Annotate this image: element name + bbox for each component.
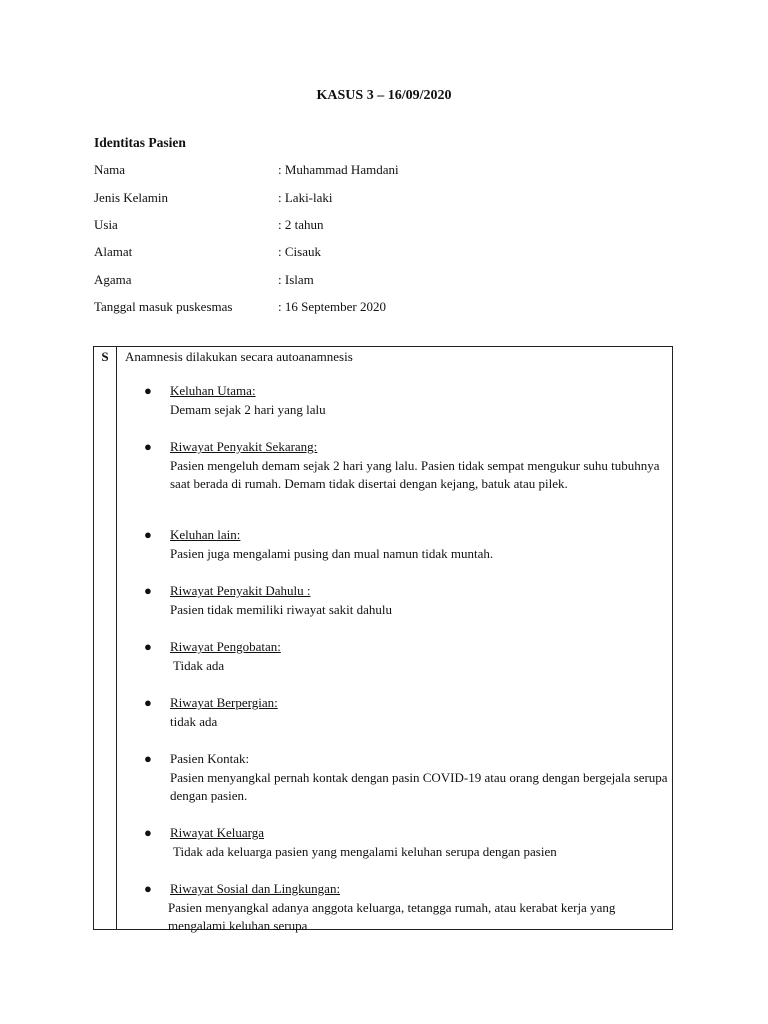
item-title: Riwayat Keluarga bbox=[170, 825, 264, 840]
item-title: Riwayat Penyakit Dahulu : bbox=[170, 583, 311, 598]
bullet-icon: ● bbox=[144, 881, 152, 896]
page-title: KASUS 3 – 16/09/2020 bbox=[316, 88, 452, 103]
patient-identity-heading: Identitas Pasien bbox=[94, 135, 186, 150]
field-label: Usia bbox=[94, 217, 118, 232]
bullet-icon: ● bbox=[144, 751, 152, 766]
field-label: Jenis Kelamin bbox=[94, 190, 169, 205]
bullet-icon: ● bbox=[144, 383, 152, 398]
item-body: Pasien mengeluh demam sejak 2 hari yang lalu. Pasien tidak sempat mengukur suhu tubuhnya saat berada di rumah. Demam tidak disertai dengan kejang, batuk atau pilek. bbox=[170, 458, 660, 491]
item-title: Pasien Kontak: bbox=[170, 751, 250, 766]
field-label: Alamat bbox=[94, 244, 133, 259]
anamnesis-intro: Anamnesis dilakukan secara autoanamnesis bbox=[125, 349, 353, 364]
bullet-icon: ● bbox=[144, 825, 152, 840]
item-title: Riwayat Penyakit Sekarang: bbox=[170, 439, 318, 454]
patient-field-age bbox=[94, 217, 694, 235]
field-value: : Laki-laki bbox=[278, 190, 333, 205]
item-body: Tidak ada bbox=[173, 658, 225, 673]
item-title: Riwayat Berpergian: bbox=[170, 695, 278, 710]
item-title: Riwayat Pengobatan: bbox=[170, 639, 281, 654]
field-value: : Islam bbox=[278, 272, 314, 287]
bullet-icon: ● bbox=[144, 527, 152, 542]
field-value: : Muhammad Hamdani bbox=[278, 162, 399, 177]
item-body: Tidak ada keluarga pasien yang mengalami keluhan serupa dengan pasien bbox=[173, 844, 557, 859]
patient-field-address bbox=[94, 244, 694, 262]
item-body: Pasien tidak memiliki riwayat sakit dahulu bbox=[170, 602, 393, 617]
patient-field-religion bbox=[94, 272, 694, 290]
patient-field-name bbox=[94, 162, 694, 180]
field-value: : Cisauk bbox=[278, 244, 321, 259]
field-value: : 2 tahun bbox=[278, 217, 324, 232]
item-title: Riwayat Sosial dan Lingkungan: bbox=[170, 881, 341, 896]
bullet-icon: ● bbox=[144, 639, 152, 654]
item-title: Keluhan Utama: bbox=[170, 383, 256, 398]
field-label: Tanggal masuk puskesmas bbox=[94, 299, 233, 314]
table-divider bbox=[116, 347, 117, 929]
item-title: Keluhan lain: bbox=[170, 527, 241, 542]
item-body: Pasien juga mengalami pusing dan mual namun tidak muntah. bbox=[170, 546, 494, 561]
item-body: Pasien menyangkal adanya anggota keluarga, tetangga rumah, atau kerabat kerja yang mengalami keluhan serupa bbox=[168, 900, 616, 933]
item-body: Demam sejak 2 hari yang lalu bbox=[170, 402, 326, 417]
soap-table bbox=[93, 346, 673, 933]
field-label: Agama bbox=[94, 272, 132, 287]
item-body: tidak ada bbox=[170, 714, 218, 729]
bullet-icon: ● bbox=[144, 583, 152, 598]
bullet-icon: ● bbox=[144, 439, 152, 454]
field-label: Nama bbox=[94, 162, 126, 177]
field-value: : 16 September 2020 bbox=[278, 299, 386, 314]
item-body: Pasien menyangkal pernah kontak dengan pasin COVID-19 atau orang dengan bergejala serupa dengan pasien. bbox=[170, 770, 668, 803]
patient-field-admission-date bbox=[94, 299, 694, 317]
soap-letter: S bbox=[101, 349, 109, 364]
bullet-icon: ● bbox=[144, 695, 152, 710]
patient-field-gender bbox=[94, 190, 694, 208]
